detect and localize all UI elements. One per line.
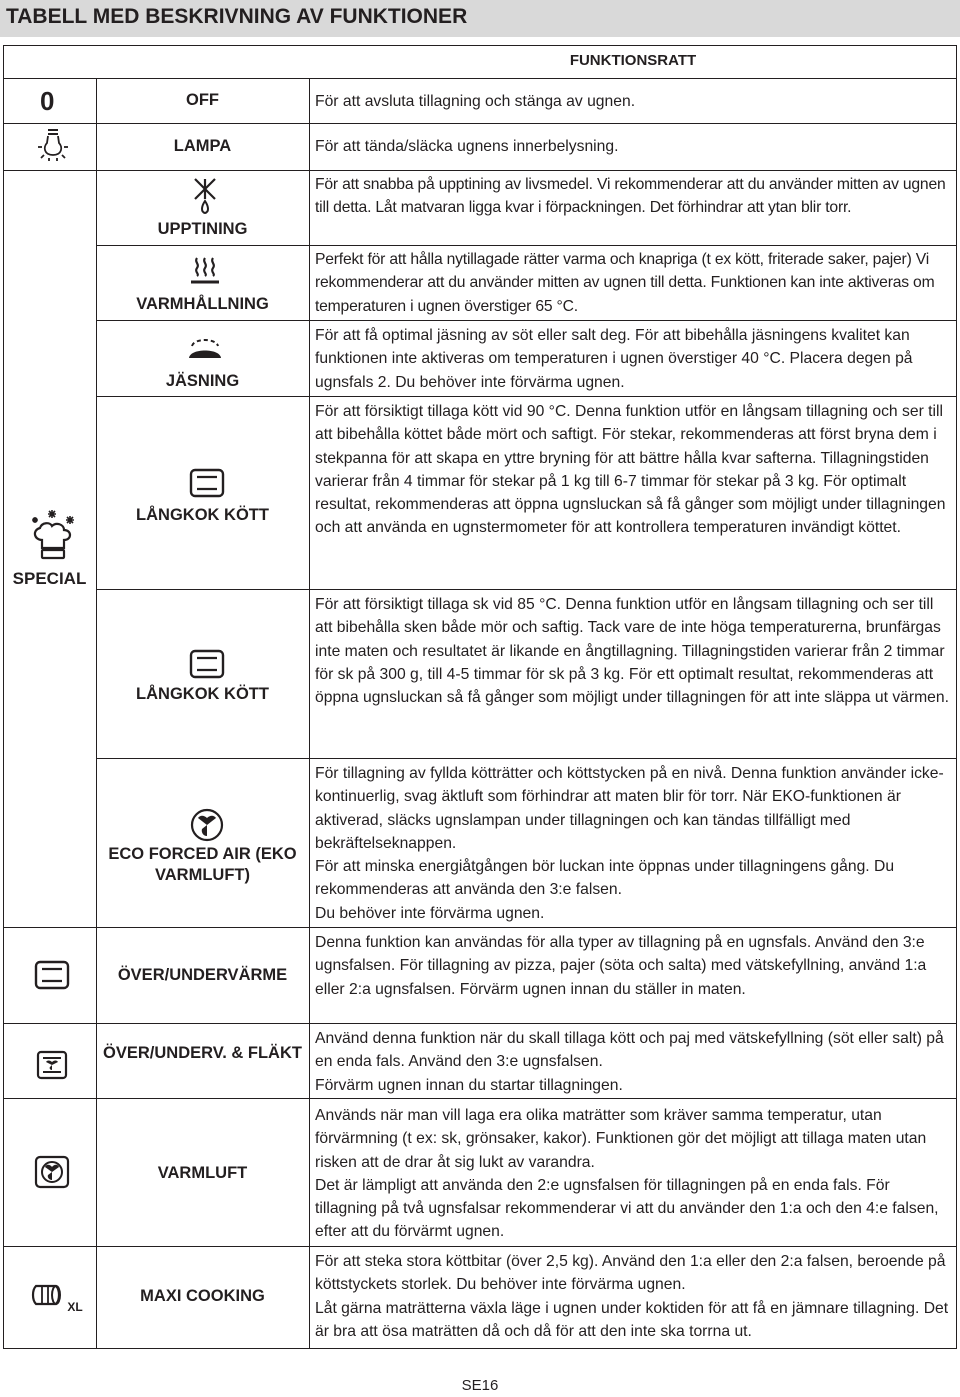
desc-paragraph: För att tända/släcka ugnens innerbelysning. bbox=[315, 138, 619, 155]
row-divider bbox=[3, 1246, 957, 1247]
function-label-fan-forced: VARMLUFT bbox=[157, 1164, 248, 1182]
row-divider bbox=[96, 245, 957, 246]
column-divider bbox=[309, 78, 310, 1349]
desc-paragraph: För att få optimal jäsning av söt eller salt deg. För att bibehålla jäsningens kvalitet kan funktionen inte aktiveras om temperaturen i ugnen överstiger 40 °C. Placera degen på ugnsfals 2. Du behöver inte förvärma ugnen. bbox=[315, 327, 913, 391]
desc-paragraph: För tillagning av fyllda kötträtter och köttstycken på en nivå. Denna funktion använder icke-kontinuerlig, svag äktluft som förhindrar att maten blir för torr. När EKO-funktionen är aktiverad, släcks ugnslampan under tillagningen och kan tändas tillfälligt med bekräftelseknappen. bbox=[315, 765, 944, 852]
function-desc-slow-cook-fish bbox=[315, 593, 955, 709]
desc-paragraph: För att försiktigt tillaga sk vid 85 °C. Denna funktion utför en långsam tillagning och ser till att bibehålla sken både mör och saftig. Tack vare de inte höga temperaturerna, brunfärgas inte maten och resultatet är likande en ångtillagning. Tillagningstiden varierar från 2 timmar för sk på 300 g, till 4-5 timmar för sk på 3 kg. För ett optimalt resultat, rekommenderas att öppna ugnsluckan så få gånger som möjligt under tillagningen för att inte släppa ut värmen. bbox=[315, 596, 949, 707]
function-label-defrost: UPPTINING bbox=[157, 220, 248, 238]
desc-paragraph: Det är lämpligt att använda den 2:e ugnsfalsen för tillagningen på en enda fals. För tillagning på två ugnsfalsar rekommenderar vi att du använder den 1:a och den 4:e falsen, efter att du förvärmt ugnen. bbox=[315, 1176, 939, 1241]
slow-cook-fish-icon bbox=[189, 649, 225, 679]
eco-fan-icon bbox=[190, 808, 224, 842]
keep-warm-icon bbox=[188, 256, 222, 286]
slow-cook-meat-icon bbox=[189, 468, 225, 498]
page-number: SE16 bbox=[461, 1377, 499, 1394]
row-divider bbox=[96, 320, 957, 321]
row-divider bbox=[96, 758, 957, 759]
title-bar bbox=[0, 0, 960, 37]
function-desc-keep-warm bbox=[315, 248, 955, 318]
desc-paragraph: Förvärm ugnen innan du startar tillagningen. bbox=[315, 1076, 623, 1094]
function-label-off: OFF bbox=[186, 91, 219, 109]
function-label-keep-warm: VARMHÅLLNING bbox=[136, 295, 269, 313]
table-header: FUNKTIONSRATT bbox=[569, 52, 697, 69]
function-label-top-bottom-heat: ÖVER/UNDERVÄRME bbox=[117, 966, 288, 984]
row-divider bbox=[3, 170, 957, 171]
function-desc-defrost bbox=[315, 173, 955, 220]
function-label-slow-cook-fish: LÅNGKOK KÖTT bbox=[136, 685, 269, 703]
fan-forced-icon bbox=[34, 1155, 70, 1189]
function-label-top-bottom-fan: ÖVER/UNDERV. & FLÄKT bbox=[103, 1044, 302, 1062]
desc-paragraph: Du behöver inte förvärma ugnen. bbox=[315, 904, 545, 922]
row-divider bbox=[3, 1098, 957, 1099]
row-divider bbox=[3, 1023, 957, 1024]
column-divider bbox=[96, 78, 97, 1349]
function-desc-maxi-cooking bbox=[315, 1250, 955, 1343]
function-label-eco-forced-air: ECO FORCED AIR (EKO VARMLUFT) bbox=[108, 845, 297, 884]
function-desc-eco-forced-air bbox=[315, 762, 955, 925]
desc-paragraph: Perfekt för att hålla nytillagade rätter varma och knapriga (t ex kött, friterade saker, pajer) Vi rekommenderar att du använder mitten av ugnen till detta. Funktionen kan inte aktiveras om temperaturen i ugnen överstiger 65 °C. bbox=[315, 251, 935, 315]
desc-paragraph: Används när man vill laga era olika maträtter som kräver samma temperatur, utan förvärmning (t ex: sk, grönsaker, kakor). Funktionen gör det möjligt att tillaga maten utan risken att de drar åt sig lukt av varandra. bbox=[315, 1107, 927, 1171]
page-title: TABELL MED BESKRIVNING AV FUNKTIONER bbox=[6, 5, 468, 28]
function-label-lamp: LAMPA bbox=[173, 137, 232, 155]
function-desc-top-bottom-heat bbox=[315, 931, 955, 1001]
desc-paragraph: För att snabba på upptining av livsmedel. Vi rekommenderar att du använder mitten av ugnen till detta. Låt matvaran ligga kvar i förpackningen. Det förhindrar att ytan blir torr. bbox=[315, 176, 946, 217]
row-divider bbox=[3, 123, 957, 124]
function-label-rising: JÄSNING bbox=[165, 372, 240, 390]
desc-paragraph: För att avsluta tillagning och stänga av ugnen. bbox=[315, 93, 636, 110]
function-desc-fan-forced bbox=[315, 1104, 955, 1244]
desc-paragraph: För att försiktigt tillaga kött vid 90 °C. Denna funktion utför en långsam tillagning och ser till att bibehålla köttet både mört och saftigt. För stekar, rekommenderas att först bryna dem i stekpanna för att skapa en yttre bryning för att bättre hålla kvar safterna. Tillagningstiden varierar från 4 timmar för stekar på 1 kg till 6-7 timmar för stekar på 3 kg. För optimalt resultat, rekommenderas att öppna ugnsluckan så få gånger som möjligt under tillagningen och att använda en ugnstermometer för att kontrollera temperaturen invändigt köttet. bbox=[315, 403, 946, 537]
row-divider bbox=[96, 589, 957, 590]
desc-paragraph: Låt gärna maträtterna växla läge i ugnen under koktiden för att få en jämnare tillagning. Det är bra att ösa maträtten då och då för att den inte ska torrna ut. bbox=[315, 1299, 949, 1340]
desc-paragraph: Använd denna funktion när du skall tillaga kött och paj med vätskefyllning (söt eller salt) på en enda fals. Använd den 3:e ugnsfalsen. bbox=[315, 1030, 944, 1071]
function-desc-rising bbox=[315, 324, 955, 394]
special-label: SPECIAL bbox=[12, 569, 87, 588]
top-bottom-heat-icon bbox=[34, 960, 70, 990]
desc-paragraph: För att minska energiåtgången bör luckan inte öppnas under tillagningens gång. Du rekommenderas att använda den 3:e falsen. bbox=[315, 858, 895, 899]
row-divider bbox=[3, 927, 957, 928]
function-desc-off bbox=[315, 90, 955, 113]
lamp-icon bbox=[36, 127, 70, 165]
function-desc-lamp bbox=[315, 135, 955, 158]
function-desc-slow-cook-meat bbox=[315, 400, 955, 540]
row-divider bbox=[96, 396, 957, 397]
row-divider bbox=[3, 78, 957, 79]
desc-paragraph: För att steka stora köttbitar (över 2,5 kg). Använd den 1:a eller den 2:a falsen, beroende på köttstyckets storlek. Du behöver inte förvärma ugnen. bbox=[315, 1253, 946, 1294]
defrost-icon bbox=[193, 177, 217, 215]
rising-icon bbox=[186, 334, 224, 364]
desc-paragraph: Denna funktion kan användas för alla typer av tillagning på en ugnsfals. Använd den 3:e ugnsfalsen. För tillagning av pizza, pajer (söta och salta) med vätskefyllning, använd 1:a eller 2:a ugnsfalsen. Förvärm ugnen innan du ställer in maten. bbox=[315, 934, 927, 998]
maxi-cooking-xl-caption: XL bbox=[67, 1300, 83, 1314]
function-desc-top-bottom-fan bbox=[315, 1027, 955, 1097]
function-label-maxi-cooking: MAXI COOKING bbox=[140, 1287, 265, 1305]
zero-icon: 0 bbox=[40, 86, 55, 116]
special-chef-hat-icon bbox=[28, 508, 80, 564]
top-bottom-fan-icon bbox=[36, 1050, 68, 1080]
function-label-slow-cook-meat: LÅNGKOK KÖTT bbox=[136, 506, 269, 524]
